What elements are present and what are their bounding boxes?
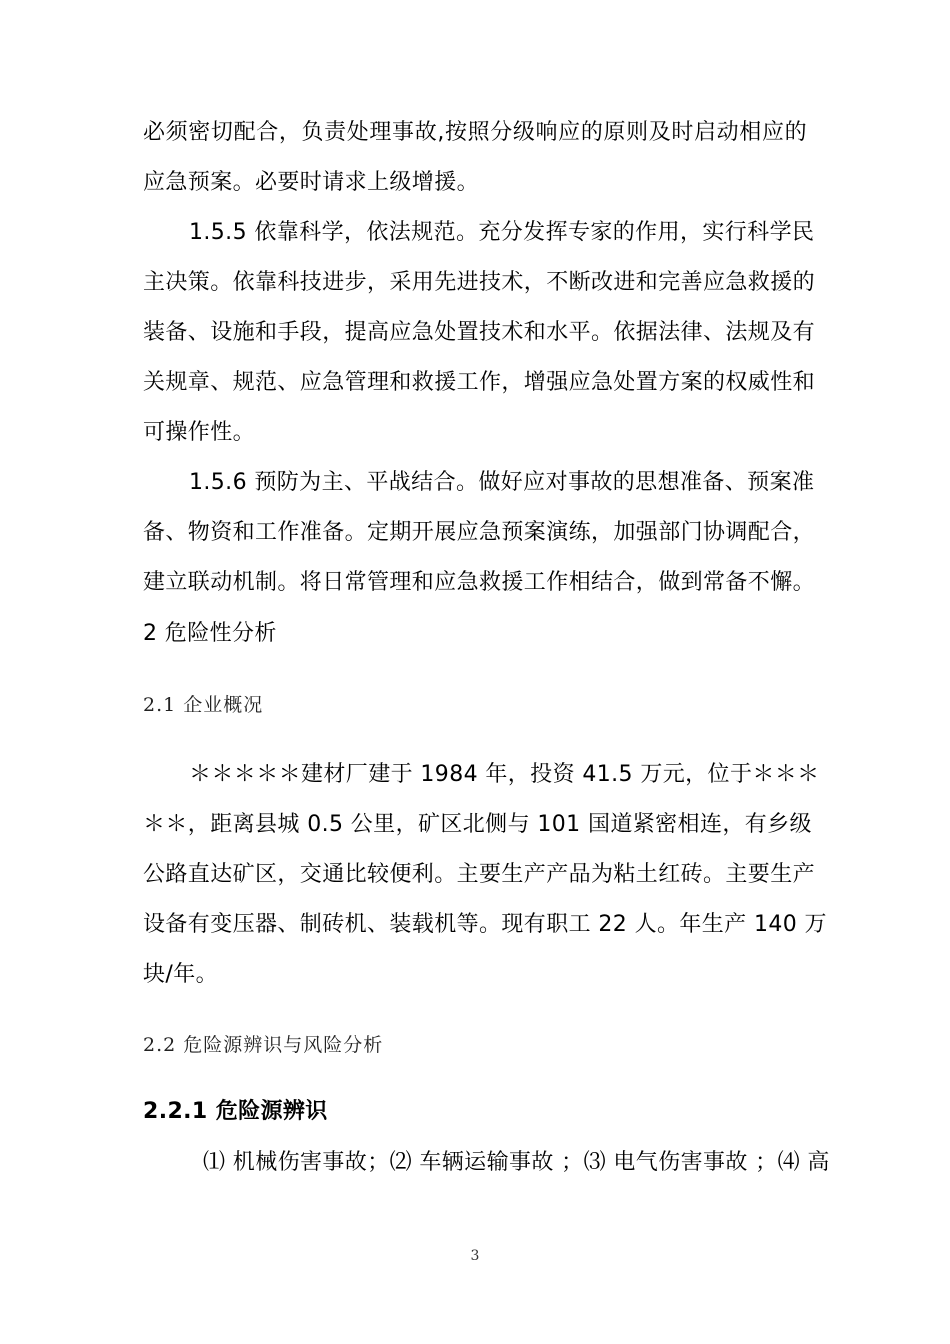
paragraph-line: 应急预案。必要时请求上级增援。 <box>143 170 480 195</box>
paragraph-line: 设备有变压器、制砖机、装载机等。现有职工 22 人。年生产 140 万 <box>143 912 827 937</box>
paragraph-line: 装备、设施和手段，提高应急处置技术和水平。依据法律、法规及有 <box>143 320 816 345</box>
paragraph-line: 建立联动机制。将日常管理和应急救援工作相结合，做到常备不懈。 <box>143 570 816 595</box>
paragraph-line: 主决策。依靠科技进步，采用先进技术，不断改进和完善应急救援的 <box>143 270 816 295</box>
paragraph-line: 备、物资和工作准备。定期开展应急预案演练，加强部门协调配合， <box>143 520 816 545</box>
subsection-heading: 2.1 企业概况 <box>143 694 264 716</box>
subsubsection-heading: 2.2.1 危险源辨识 <box>143 1099 328 1124</box>
paragraph-line: 可操作性。 <box>143 420 256 445</box>
paragraph-line: ＊＊＊＊＊建材厂建于 1984 年，投资 41.5 万元，位于＊＊＊ <box>189 762 820 787</box>
paragraph-line: 1.5.5 依靠科学，依法规范。充分发挥专家的作用，实行科学民 <box>189 220 815 245</box>
section-heading: 2 危险性分析 <box>143 621 277 646</box>
page-number: 3 <box>470 1248 480 1264</box>
paragraph-line: ＊＊，距离县城 0.5 公里，矿区北侧与 101 国道紧密相连，有乡级 <box>143 812 812 837</box>
paragraph-line: 必须密切配合，负责处理事故,按照分级响应的原则及时启动相应的 <box>143 120 807 145</box>
paragraph-line: 关规章、规范、应急管理和救援工作，增强应急处置方案的权威性和 <box>143 370 816 395</box>
paragraph-line: 公路直达矿区，交通比较便利。主要生产产品为粘土红砖。主要生产 <box>143 862 816 887</box>
subsection-heading: 2.2 危险源辨识与风险分析 <box>143 1034 384 1056</box>
paragraph-line: 块/年。 <box>143 962 219 987</box>
paragraph-line: 1.5.6 预防为主、平战结合。做好应对事故的思想准备、预案准 <box>189 470 815 495</box>
paragraph-line: ⑴ 机械伤害事故；⑵ 车辆运输事故 ；⑶ 电气伤害事故 ；⑷ 高 <box>203 1150 830 1175</box>
